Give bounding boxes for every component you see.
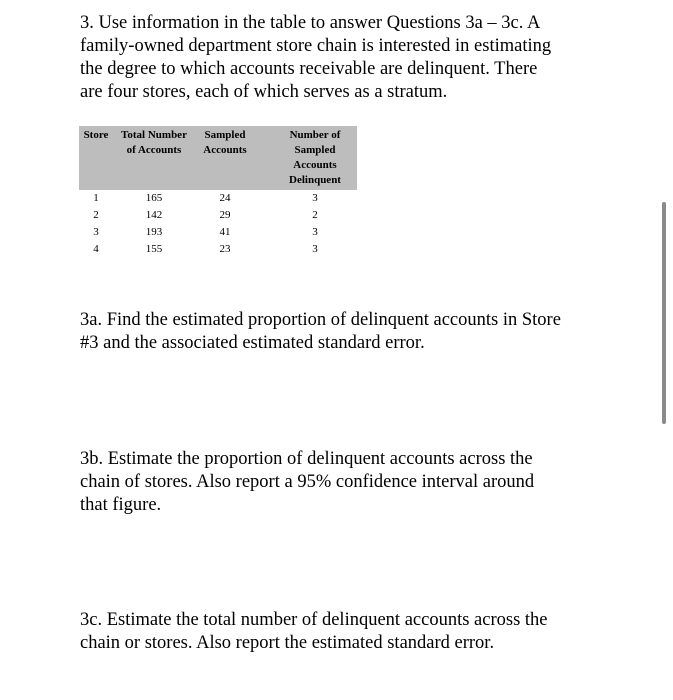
cell-store: 2: [93, 209, 99, 221]
table-row: [79, 241, 357, 258]
header-text: Accounts: [293, 159, 337, 171]
intro-line: 3. Use information in the table to answer Questions 3a – 3c. A: [80, 13, 541, 33]
header-text: Total Number: [121, 129, 187, 141]
table-row: [79, 190, 357, 207]
question-line: 3b. Estimate the proportion of delinquent accounts across the: [80, 449, 533, 469]
intro-line: the degree to which accounts receivable are delinquent. There: [80, 59, 538, 79]
cell-total: 142: [145, 209, 163, 221]
cell-sampled: 23: [219, 243, 231, 255]
question-line: chain or stores. Also report the estimated standard error.: [80, 633, 495, 653]
cell-spacer: [255, 224, 273, 241]
vertical-scrollbar[interactable]: [662, 202, 666, 424]
header-text: Store: [83, 129, 109, 141]
header-store: [79, 126, 113, 190]
header-text: Sampled: [204, 129, 246, 141]
cell-spacer: [255, 207, 273, 224]
cell-delinquent: 3: [312, 226, 318, 238]
question-line: #3 and the associated estimated standard error.: [80, 333, 425, 353]
question-line: that figure.: [80, 495, 162, 515]
header-spacer: [255, 126, 273, 190]
cell-delinquent: 3: [312, 192, 318, 204]
question-3-intro: [80, 12, 600, 104]
question-3c: [80, 609, 600, 655]
header-text: Accounts: [203, 144, 247, 156]
cell-sampled: 41: [219, 226, 231, 238]
question-3a: [80, 309, 600, 355]
question-line: 3c. Estimate the total number of delinquent accounts across the: [80, 610, 548, 630]
question-3b: [80, 448, 600, 517]
cell-delinquent: 2: [312, 209, 318, 221]
question-line: 3a. Find the estimated proportion of delinquent accounts in Store: [80, 310, 561, 330]
cell-sampled: 29: [219, 209, 231, 221]
table-header-row: [79, 126, 357, 190]
header-delinquent: [273, 126, 357, 190]
table-row: [79, 207, 357, 224]
cell-store: 3: [93, 226, 99, 238]
accounts-table: [79, 126, 357, 258]
intro-line: family-owned department store chain is interested in estimating: [80, 36, 552, 56]
table-row: [79, 224, 357, 241]
cell-store: 1: [93, 192, 99, 204]
header-text: Delinquent: [289, 174, 341, 186]
header-text: Sampled: [294, 144, 336, 156]
header-total-accounts: [113, 126, 195, 190]
cell-spacer: [255, 241, 273, 258]
header-sampled-accounts: [195, 126, 255, 190]
cell-store: 4: [93, 243, 99, 255]
cell-total: 165: [145, 192, 163, 204]
cell-total: 193: [145, 226, 163, 238]
cell-delinquent: 3: [312, 243, 318, 255]
cell-sampled: 24: [219, 192, 231, 204]
question-line: chain of stores. Also report a 95% confidence interval around: [80, 472, 535, 492]
cell-spacer: [255, 190, 273, 207]
header-text: of Accounts: [126, 144, 182, 156]
header-text: Number of: [289, 129, 341, 141]
intro-line: are four stores, each of which serves as a stratum.: [80, 82, 448, 102]
cell-total: 155: [145, 243, 163, 255]
